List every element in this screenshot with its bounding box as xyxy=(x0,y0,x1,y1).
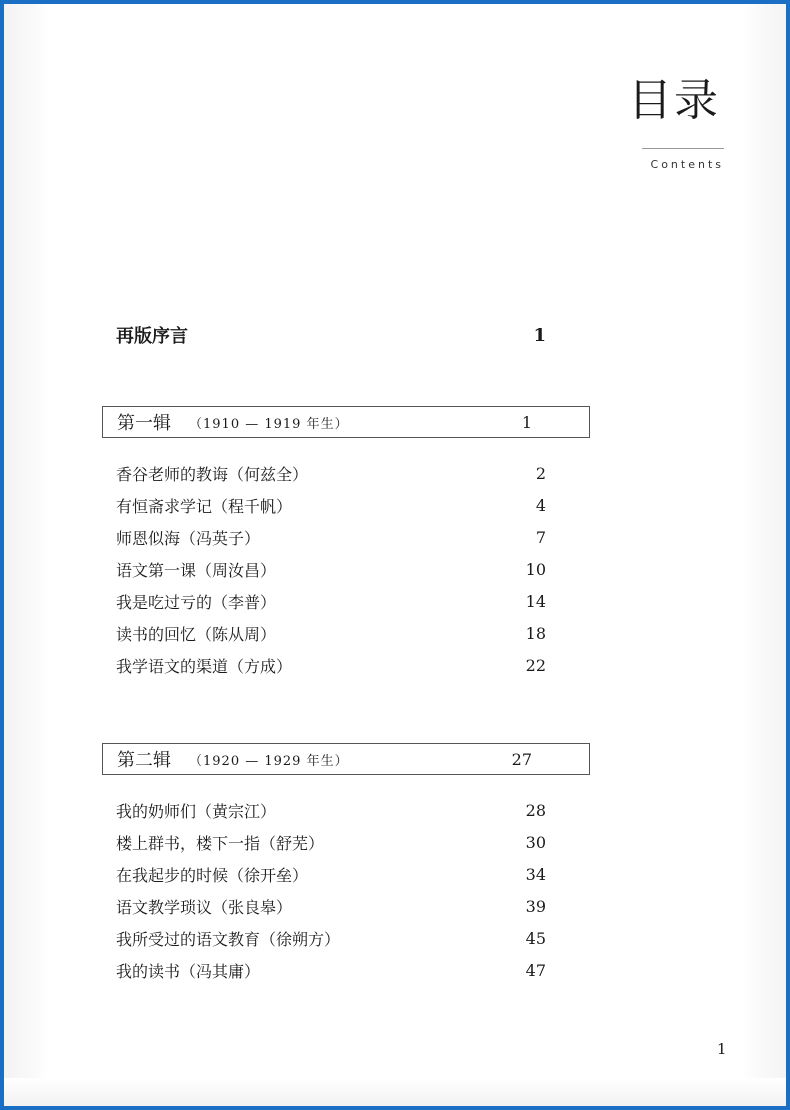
toc-entry-title: 我是吃过亏的（李普） xyxy=(116,592,277,612)
page-subtitle: Contents xyxy=(650,158,724,171)
toc-entry-title: 语文第一课（周汝昌） xyxy=(116,560,277,580)
page-shadow-bottom xyxy=(4,1078,786,1106)
toc-entry[interactable] xyxy=(116,652,546,678)
toc-entry-preface[interactable] xyxy=(116,322,546,348)
toc-entry-page: 1 xyxy=(533,324,546,346)
toc-entry[interactable] xyxy=(116,524,546,550)
section-page: 1 xyxy=(521,412,532,432)
toc-entry-title: 在我起步的时候（徐开垒） xyxy=(116,865,309,885)
section-label: 第二辑 xyxy=(117,750,171,771)
page-shadow-right xyxy=(742,4,786,1106)
toc-entry-title: 语文教学琐议（张良皋） xyxy=(116,897,293,917)
toc-entry-page: 4 xyxy=(535,495,546,515)
toc-entry-title: 我的读书（冯其庸） xyxy=(116,961,261,981)
toc-entry[interactable] xyxy=(116,957,546,983)
book-page xyxy=(4,4,786,1106)
toc-entry-page: 14 xyxy=(525,591,546,611)
page-number: 1 xyxy=(717,1040,727,1058)
toc-entry[interactable] xyxy=(116,893,546,919)
toc-entry-title: 香谷老师的教诲（何兹全） xyxy=(116,464,309,484)
toc-entry-title: 楼上群书，楼下一指（舒芜） xyxy=(116,833,325,853)
toc-section-2[interactable] xyxy=(102,743,590,775)
toc-entry-page: 2 xyxy=(535,463,546,483)
toc-entry[interactable] xyxy=(116,588,546,614)
toc-entry-title: 读书的回忆（陈从周） xyxy=(116,624,277,644)
toc-entry[interactable] xyxy=(116,829,546,855)
toc-entry-page: 39 xyxy=(525,896,546,916)
section-range: （1920 — 1929 年生） xyxy=(189,753,349,769)
section-range: （1910 — 1919 年生） xyxy=(189,416,349,432)
toc-entry[interactable] xyxy=(116,460,546,486)
toc-entry-page: 45 xyxy=(525,928,546,948)
toc-entry-page: 22 xyxy=(525,655,546,675)
toc-entry-page: 18 xyxy=(525,623,546,643)
toc-entry-page: 47 xyxy=(525,960,546,980)
toc-section-1[interactable] xyxy=(102,406,590,438)
toc-entry-page: 30 xyxy=(525,832,546,852)
toc-entry-page: 10 xyxy=(525,559,546,579)
section-label: 第一辑 xyxy=(117,413,171,434)
toc-entry-title: 有恒斋求学记（程千帆） xyxy=(116,496,293,516)
toc-entry-page: 7 xyxy=(535,527,546,547)
page-title: 目录 xyxy=(628,75,720,126)
toc-entry[interactable] xyxy=(116,556,546,582)
toc-entry[interactable] xyxy=(116,861,546,887)
toc-entry-title: 我所受过的语文教育（徐朔方） xyxy=(116,929,341,949)
toc-entry[interactable] xyxy=(116,620,546,646)
title-divider xyxy=(642,148,724,149)
toc-entry-page: 28 xyxy=(525,800,546,820)
toc-entry[interactable] xyxy=(116,925,546,951)
toc-entry-title: 我学语文的渠道（方成） xyxy=(116,656,293,676)
toc-entry-title: 师恩似海（冯英子） xyxy=(116,528,261,548)
toc-entry[interactable] xyxy=(116,492,546,518)
toc-entry-page: 34 xyxy=(525,864,546,884)
section-page: 27 xyxy=(511,749,532,769)
page-shadow-left xyxy=(4,4,48,1106)
toc-entry-title: 我的奶师们（黄宗江） xyxy=(116,801,277,821)
toc-entry[interactable] xyxy=(116,797,546,823)
toc-entry-title: 再版序言 xyxy=(116,326,188,347)
